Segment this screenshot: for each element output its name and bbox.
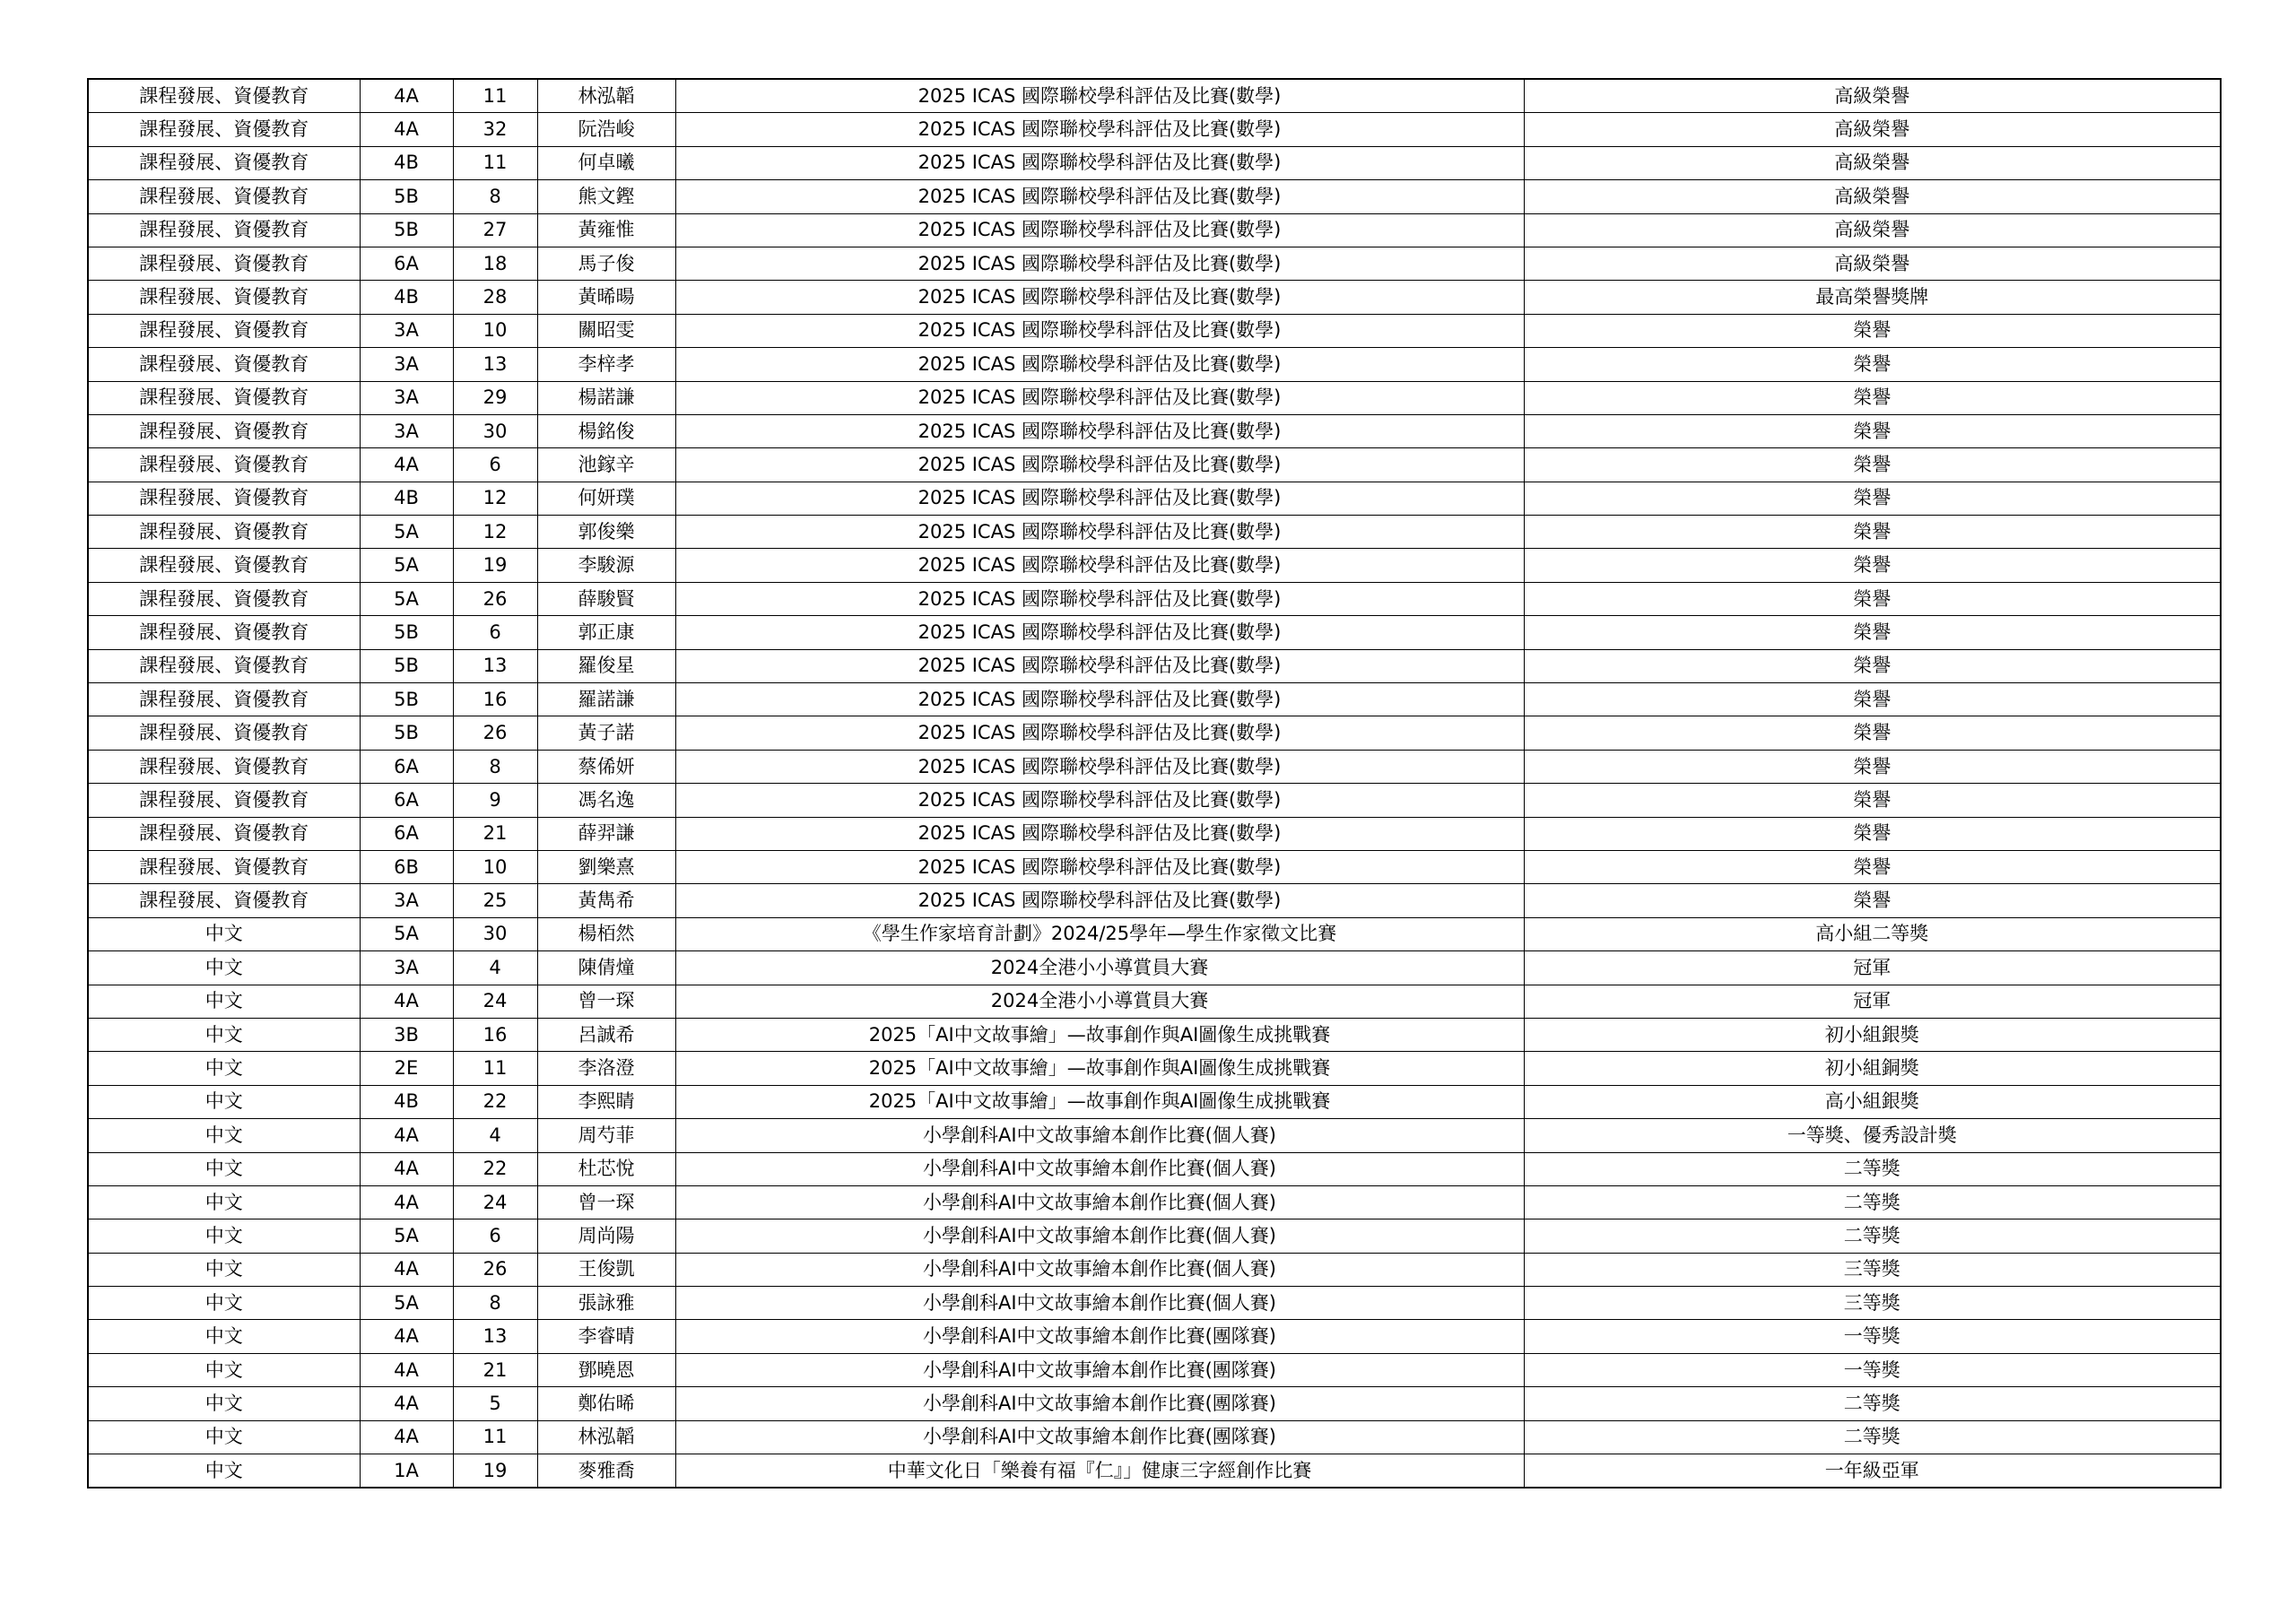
cell-class: 5B — [360, 180, 453, 213]
cell-category: 課程發展、資優教育 — [88, 750, 360, 783]
cell-class-no: 12 — [453, 516, 537, 549]
table-row — [88, 1052, 2221, 1085]
cell-class-no: 24 — [453, 1185, 537, 1219]
cell-category: 中文 — [88, 951, 360, 985]
table-row — [88, 784, 2221, 817]
cell-class: 4B — [360, 1085, 453, 1118]
cell-category: 課程發展、資優教育 — [88, 817, 360, 850]
cell-class-no: 8 — [453, 750, 537, 783]
cell-category: 中文 — [88, 1085, 360, 1118]
table-row — [88, 817, 2221, 850]
cell-competition: 2025 ICAS 國際聯校學科評估及比賽(數學) — [675, 850, 1524, 883]
cell-name: 陳倩燑 — [537, 951, 675, 985]
cell-competition: 2025 ICAS 國際聯校學科評估及比賽(數學) — [675, 784, 1524, 817]
cell-class-no: 13 — [453, 1320, 537, 1353]
cell-award: 榮譽 — [1524, 516, 2221, 549]
cell-class: 5A — [360, 917, 453, 950]
table-row — [88, 213, 2221, 247]
cell-award: 榮譽 — [1524, 817, 2221, 850]
awards-table — [87, 78, 2222, 1488]
table-row — [88, 314, 2221, 347]
cell-name: 李熙睛 — [537, 1085, 675, 1118]
cell-competition: 2025 ICAS 國際聯校學科評估及比賽(數學) — [675, 348, 1524, 381]
table-row — [88, 1320, 2221, 1353]
cell-class-no: 27 — [453, 213, 537, 247]
cell-award: 二等獎 — [1524, 1420, 2221, 1454]
cell-name: 曾一琛 — [537, 985, 675, 1018]
cell-name: 羅諾謙 — [537, 683, 675, 716]
table-row — [88, 1219, 2221, 1253]
cell-class-no: 26 — [453, 582, 537, 615]
cell-name: 黃子諾 — [537, 716, 675, 750]
cell-name: 蔡俙妍 — [537, 750, 675, 783]
cell-category: 課程發展、資優教育 — [88, 582, 360, 615]
cell-award: 高級榮譽 — [1524, 213, 2221, 247]
cell-name: 羅俊星 — [537, 649, 675, 682]
table-row — [88, 616, 2221, 649]
cell-competition: 2025 ICAS 國際聯校學科評估及比賽(數學) — [675, 884, 1524, 917]
table-row — [88, 1119, 2221, 1152]
cell-competition: 2025 ICAS 國際聯校學科評估及比賽(數學) — [675, 448, 1524, 482]
table-row — [88, 951, 2221, 985]
cell-class: 4A — [360, 79, 453, 113]
cell-award: 榮譽 — [1524, 414, 2221, 447]
table-row — [88, 1454, 2221, 1488]
table-row — [88, 414, 2221, 447]
cell-name: 楊栢然 — [537, 917, 675, 950]
cell-name: 麥雅喬 — [537, 1454, 675, 1488]
cell-award: 二等獎 — [1524, 1219, 2221, 1253]
cell-award: 初小組銀獎 — [1524, 1018, 2221, 1051]
cell-award: 二等獎 — [1524, 1185, 2221, 1219]
cell-award: 榮譽 — [1524, 348, 2221, 381]
cell-name: 阮浩峻 — [537, 113, 675, 146]
table-row — [88, 884, 2221, 917]
cell-class-no: 25 — [453, 884, 537, 917]
cell-competition: 2025 ICAS 國際聯校學科評估及比賽(數學) — [675, 649, 1524, 682]
table-row — [88, 850, 2221, 883]
cell-competition: 2025 ICAS 國際聯校學科評估及比賽(數學) — [675, 750, 1524, 783]
cell-class: 5A — [360, 582, 453, 615]
cell-class-no: 16 — [453, 683, 537, 716]
cell-name: 鄭佑晞 — [537, 1387, 675, 1420]
cell-class-no: 16 — [453, 1018, 537, 1051]
cell-competition: 小學創科AI中文故事繪本創作比賽(個人賽) — [675, 1219, 1524, 1253]
cell-award: 榮譽 — [1524, 482, 2221, 515]
cell-award: 榮譽 — [1524, 716, 2221, 750]
cell-class: 5B — [360, 616, 453, 649]
table-row — [88, 1018, 2221, 1051]
cell-class: 3A — [360, 381, 453, 414]
cell-name: 楊銘俊 — [537, 414, 675, 447]
table-row — [88, 247, 2221, 280]
cell-competition: 2025 ICAS 國際聯校學科評估及比賽(數學) — [675, 247, 1524, 280]
cell-award: 高小組二等獎 — [1524, 917, 2221, 950]
cell-class-no: 11 — [453, 1052, 537, 1085]
cell-class-no: 11 — [453, 1420, 537, 1454]
cell-competition: 《學生作家培育計劃》2024/25學年—學生作家徵文比賽 — [675, 917, 1524, 950]
cell-competition: 2025「AI中文故事繪」—故事創作與AI圖像生成挑戰賽 — [675, 1018, 1524, 1051]
table-row — [88, 1253, 2221, 1286]
cell-class-no: 21 — [453, 1353, 537, 1386]
cell-award: 一等獎 — [1524, 1320, 2221, 1353]
cell-name: 鄧曉恩 — [537, 1353, 675, 1386]
cell-category: 課程發展、資優教育 — [88, 482, 360, 515]
cell-award: 最高榮譽獎牌 — [1524, 281, 2221, 314]
cell-category: 中文 — [88, 1420, 360, 1454]
cell-category: 中文 — [88, 1018, 360, 1051]
cell-category: 課程發展、資優教育 — [88, 314, 360, 347]
cell-class: 4A — [360, 1420, 453, 1454]
cell-category: 課程發展、資優教育 — [88, 348, 360, 381]
cell-category: 中文 — [88, 1185, 360, 1219]
cell-class: 4A — [360, 1320, 453, 1353]
cell-competition: 2025 ICAS 國際聯校學科評估及比賽(數學) — [675, 79, 1524, 113]
cell-name: 李梓孝 — [537, 348, 675, 381]
cell-competition: 2025 ICAS 國際聯校學科評估及比賽(數學) — [675, 381, 1524, 414]
cell-name: 黃雋希 — [537, 884, 675, 917]
cell-competition: 小學創科AI中文故事繪本創作比賽(個人賽) — [675, 1287, 1524, 1320]
table-row — [88, 1185, 2221, 1219]
cell-class: 4A — [360, 1253, 453, 1286]
cell-name: 林泓韜 — [537, 79, 675, 113]
cell-award: 高級榮譽 — [1524, 113, 2221, 146]
cell-name: 杜芯悅 — [537, 1152, 675, 1185]
table-row — [88, 582, 2221, 615]
cell-category: 課程發展、資優教育 — [88, 113, 360, 146]
table-row — [88, 716, 2221, 750]
cell-class-no: 18 — [453, 247, 537, 280]
cell-competition: 2025 ICAS 國際聯校學科評估及比賽(數學) — [675, 582, 1524, 615]
cell-competition: 2025 ICAS 國際聯校學科評估及比賽(數學) — [675, 281, 1524, 314]
cell-competition: 2025 ICAS 國際聯校學科評估及比賽(數學) — [675, 683, 1524, 716]
cell-competition: 2025 ICAS 國際聯校學科評估及比賽(數學) — [675, 716, 1524, 750]
cell-class-no: 24 — [453, 985, 537, 1018]
cell-category: 中文 — [88, 1052, 360, 1085]
table-row — [88, 1085, 2221, 1118]
cell-class-no: 22 — [453, 1085, 537, 1118]
table-row — [88, 549, 2221, 582]
cell-category: 課程發展、資優教育 — [88, 281, 360, 314]
cell-award: 榮譽 — [1524, 549, 2221, 582]
cell-class-no: 6 — [453, 448, 537, 482]
table-row — [88, 1287, 2221, 1320]
cell-class-no: 11 — [453, 146, 537, 179]
table-row — [88, 683, 2221, 716]
cell-category: 課程發展、資優教育 — [88, 616, 360, 649]
cell-class: 5B — [360, 716, 453, 750]
cell-name: 黃晞暘 — [537, 281, 675, 314]
cell-award: 一等獎 — [1524, 1353, 2221, 1386]
cell-class: 5A — [360, 1287, 453, 1320]
cell-name: 劉樂熹 — [537, 850, 675, 883]
cell-name: 李駿源 — [537, 549, 675, 582]
cell-name: 何卓曦 — [537, 146, 675, 179]
cell-name: 李洛澄 — [537, 1052, 675, 1085]
cell-class-no: 30 — [453, 917, 537, 950]
cell-competition: 中華文化日「樂養有福『仁』」健康三字經創作比賽 — [675, 1454, 1524, 1488]
cell-class: 4A — [360, 1185, 453, 1219]
cell-award: 榮譽 — [1524, 850, 2221, 883]
cell-class: 4B — [360, 146, 453, 179]
cell-class-no: 13 — [453, 649, 537, 682]
cell-category: 課程發展、資優教育 — [88, 381, 360, 414]
table-row — [88, 985, 2221, 1018]
cell-category: 課程發展、資優教育 — [88, 448, 360, 482]
cell-competition: 2024全港小小導賞員大賽 — [675, 985, 1524, 1018]
cell-category: 課程發展、資優教育 — [88, 146, 360, 179]
cell-class: 6A — [360, 750, 453, 783]
cell-class-no: 28 — [453, 281, 537, 314]
table-row — [88, 516, 2221, 549]
cell-category: 課程發展、資優教育 — [88, 884, 360, 917]
cell-class: 6A — [360, 817, 453, 850]
cell-name: 李睿晴 — [537, 1320, 675, 1353]
cell-category: 中文 — [88, 985, 360, 1018]
cell-competition: 小學創科AI中文故事繪本創作比賽(團隊賽) — [675, 1420, 1524, 1454]
cell-competition: 2025 ICAS 國際聯校學科評估及比賽(數學) — [675, 516, 1524, 549]
cell-category: 中文 — [88, 917, 360, 950]
cell-category: 課程發展、資優教育 — [88, 79, 360, 113]
cell-class: 2E — [360, 1052, 453, 1085]
cell-class-no: 8 — [453, 1287, 537, 1320]
cell-award: 高級榮譽 — [1524, 79, 2221, 113]
cell-class-no: 10 — [453, 850, 537, 883]
cell-category: 中文 — [88, 1320, 360, 1353]
cell-class: 5B — [360, 683, 453, 716]
cell-class: 4A — [360, 1119, 453, 1152]
cell-class: 3A — [360, 951, 453, 985]
cell-competition: 小學創科AI中文故事繪本創作比賽(個人賽) — [675, 1185, 1524, 1219]
cell-class-no: 10 — [453, 314, 537, 347]
table-row — [88, 180, 2221, 213]
table-row — [88, 1420, 2221, 1454]
cell-class-no: 6 — [453, 1219, 537, 1253]
cell-competition: 小學創科AI中文故事繪本創作比賽(個人賽) — [675, 1119, 1524, 1152]
cell-competition: 2024全港小小導賞員大賽 — [675, 951, 1524, 985]
cell-category: 中文 — [88, 1219, 360, 1253]
cell-category: 課程發展、資優教育 — [88, 213, 360, 247]
cell-award: 榮譽 — [1524, 582, 2221, 615]
cell-class-no: 26 — [453, 1253, 537, 1286]
cell-class: 4B — [360, 482, 453, 515]
cell-competition: 2025 ICAS 國際聯校學科評估及比賽(數學) — [675, 616, 1524, 649]
table-row — [88, 649, 2221, 682]
cell-class-no: 5 — [453, 1387, 537, 1420]
cell-award: 冠軍 — [1524, 951, 2221, 985]
cell-class: 5B — [360, 649, 453, 682]
cell-competition: 2025「AI中文故事繪」—故事創作與AI圖像生成挑戰賽 — [675, 1085, 1524, 1118]
cell-class: 6B — [360, 850, 453, 883]
cell-competition: 小學創科AI中文故事繪本創作比賽(個人賽) — [675, 1152, 1524, 1185]
table-row — [88, 448, 2221, 482]
cell-class-no: 21 — [453, 817, 537, 850]
cell-class: 5A — [360, 1219, 453, 1253]
table-row — [88, 750, 2221, 783]
cell-class-no: 8 — [453, 180, 537, 213]
cell-class-no: 9 — [453, 784, 537, 817]
cell-competition: 2025 ICAS 國際聯校學科評估及比賽(數學) — [675, 817, 1524, 850]
cell-class: 4B — [360, 281, 453, 314]
table-row — [88, 482, 2221, 515]
cell-award: 高級榮譽 — [1524, 247, 2221, 280]
cell-category: 中文 — [88, 1287, 360, 1320]
table-row — [88, 146, 2221, 179]
cell-class: 4A — [360, 1387, 453, 1420]
cell-class: 4A — [360, 985, 453, 1018]
cell-competition: 小學創科AI中文故事繪本創作比賽(個人賽) — [675, 1253, 1524, 1286]
cell-award: 榮譽 — [1524, 448, 2221, 482]
cell-class-no: 32 — [453, 113, 537, 146]
cell-name: 何妍璞 — [537, 482, 675, 515]
cell-category: 課程發展、資優教育 — [88, 247, 360, 280]
cell-competition: 2025 ICAS 國際聯校學科評估及比賽(數學) — [675, 146, 1524, 179]
cell-class: 6A — [360, 247, 453, 280]
cell-class: 4A — [360, 448, 453, 482]
cell-name: 薛駿賢 — [537, 582, 675, 615]
cell-category: 課程發展、資優教育 — [88, 180, 360, 213]
table-row — [88, 1152, 2221, 1185]
cell-competition: 2025 ICAS 國際聯校學科評估及比賽(數學) — [675, 314, 1524, 347]
cell-name: 楊諾謙 — [537, 381, 675, 414]
cell-award: 榮譽 — [1524, 649, 2221, 682]
table-row — [88, 281, 2221, 314]
cell-class-no: 4 — [453, 1119, 537, 1152]
cell-class: 5A — [360, 549, 453, 582]
cell-category: 課程發展、資優教育 — [88, 784, 360, 817]
cell-category: 課程發展、資優教育 — [88, 516, 360, 549]
cell-class: 4A — [360, 1152, 453, 1185]
table-row — [88, 1353, 2221, 1386]
cell-award: 榮譽 — [1524, 314, 2221, 347]
cell-name: 林泓韜 — [537, 1420, 675, 1454]
cell-name: 呂誠希 — [537, 1018, 675, 1051]
cell-name: 周芍菲 — [537, 1119, 675, 1152]
table-row — [88, 79, 2221, 113]
cell-award: 高小組銀獎 — [1524, 1085, 2221, 1118]
cell-category: 中文 — [88, 1119, 360, 1152]
cell-class-no: 4 — [453, 951, 537, 985]
cell-category: 課程發展、資優教育 — [88, 549, 360, 582]
table-row — [88, 348, 2221, 381]
cell-name: 張詠雅 — [537, 1287, 675, 1320]
cell-award: 榮譽 — [1524, 381, 2221, 414]
cell-category: 中文 — [88, 1253, 360, 1286]
cell-award: 榮譽 — [1524, 750, 2221, 783]
cell-class: 4A — [360, 113, 453, 146]
cell-award: 初小組銅獎 — [1524, 1052, 2221, 1085]
cell-competition: 2025 ICAS 國際聯校學科評估及比賽(數學) — [675, 414, 1524, 447]
cell-name: 薛羿謙 — [537, 817, 675, 850]
cell-award: 二等獎 — [1524, 1152, 2221, 1185]
cell-class-no: 12 — [453, 482, 537, 515]
cell-class: 5A — [360, 516, 453, 549]
cell-name: 馬子俊 — [537, 247, 675, 280]
cell-class: 3B — [360, 1018, 453, 1051]
cell-category: 課程發展、資優教育 — [88, 850, 360, 883]
cell-class: 3A — [360, 414, 453, 447]
cell-class: 3A — [360, 348, 453, 381]
cell-class-no: 19 — [453, 1454, 537, 1488]
cell-award: 榮譽 — [1524, 683, 2221, 716]
cell-name: 關昭雯 — [537, 314, 675, 347]
cell-award: 高級榮譽 — [1524, 146, 2221, 179]
cell-competition: 小學創科AI中文故事繪本創作比賽(團隊賽) — [675, 1387, 1524, 1420]
cell-class: 1A — [360, 1454, 453, 1488]
cell-name: 周尚陽 — [537, 1219, 675, 1253]
cell-class-no: 30 — [453, 414, 537, 447]
cell-name: 王俊凱 — [537, 1253, 675, 1286]
cell-class-no: 22 — [453, 1152, 537, 1185]
cell-category: 中文 — [88, 1454, 360, 1488]
cell-category: 中文 — [88, 1152, 360, 1185]
cell-name: 熊文鏗 — [537, 180, 675, 213]
cell-competition: 2025「AI中文故事繪」—故事創作與AI圖像生成挑戰賽 — [675, 1052, 1524, 1085]
cell-class: 3A — [360, 314, 453, 347]
cell-competition: 小學創科AI中文故事繪本創作比賽(團隊賽) — [675, 1320, 1524, 1353]
cell-class: 5B — [360, 213, 453, 247]
cell-name: 池鎵辛 — [537, 448, 675, 482]
cell-category: 課程發展、資優教育 — [88, 716, 360, 750]
cell-name: 郭俊樂 — [537, 516, 675, 549]
cell-name: 馮名逸 — [537, 784, 675, 817]
cell-name: 郭正康 — [537, 616, 675, 649]
cell-award: 榮譽 — [1524, 616, 2221, 649]
cell-award: 一年級亞軍 — [1524, 1454, 2221, 1488]
cell-award: 三等獎 — [1524, 1253, 2221, 1286]
cell-category: 中文 — [88, 1387, 360, 1420]
table-row — [88, 1387, 2221, 1420]
cell-award: 三等獎 — [1524, 1287, 2221, 1320]
cell-competition: 2025 ICAS 國際聯校學科評估及比賽(數學) — [675, 180, 1524, 213]
cell-award: 二等獎 — [1524, 1387, 2221, 1420]
cell-category: 課程發展、資優教育 — [88, 649, 360, 682]
cell-competition: 小學創科AI中文故事繪本創作比賽(團隊賽) — [675, 1353, 1524, 1386]
cell-class: 6A — [360, 784, 453, 817]
cell-category: 課程發展、資優教育 — [88, 683, 360, 716]
cell-award: 一等獎、優秀設計獎 — [1524, 1119, 2221, 1152]
cell-class-no: 19 — [453, 549, 537, 582]
cell-class-no: 29 — [453, 381, 537, 414]
cell-class-no: 26 — [453, 716, 537, 750]
cell-award: 冠軍 — [1524, 985, 2221, 1018]
cell-competition: 2025 ICAS 國際聯校學科評估及比賽(數學) — [675, 213, 1524, 247]
cell-class: 4A — [360, 1353, 453, 1386]
cell-award: 榮譽 — [1524, 784, 2221, 817]
cell-competition: 2025 ICAS 國際聯校學科評估及比賽(數學) — [675, 549, 1524, 582]
cell-category: 中文 — [88, 1353, 360, 1386]
cell-award: 高級榮譽 — [1524, 180, 2221, 213]
cell-class-no: 6 — [453, 616, 537, 649]
cell-competition: 2025 ICAS 國際聯校學科評估及比賽(數學) — [675, 482, 1524, 515]
awards-table-body — [88, 79, 2221, 1488]
cell-class-no: 11 — [453, 79, 537, 113]
table-row — [88, 917, 2221, 950]
cell-class-no: 13 — [453, 348, 537, 381]
cell-name: 黃雍惟 — [537, 213, 675, 247]
cell-class: 3A — [360, 884, 453, 917]
table-row — [88, 113, 2221, 146]
table-row — [88, 381, 2221, 414]
cell-competition: 2025 ICAS 國際聯校學科評估及比賽(數學) — [675, 113, 1524, 146]
cell-award: 榮譽 — [1524, 884, 2221, 917]
cell-name: 曾一琛 — [537, 1185, 675, 1219]
cell-category: 課程發展、資優教育 — [88, 414, 360, 447]
